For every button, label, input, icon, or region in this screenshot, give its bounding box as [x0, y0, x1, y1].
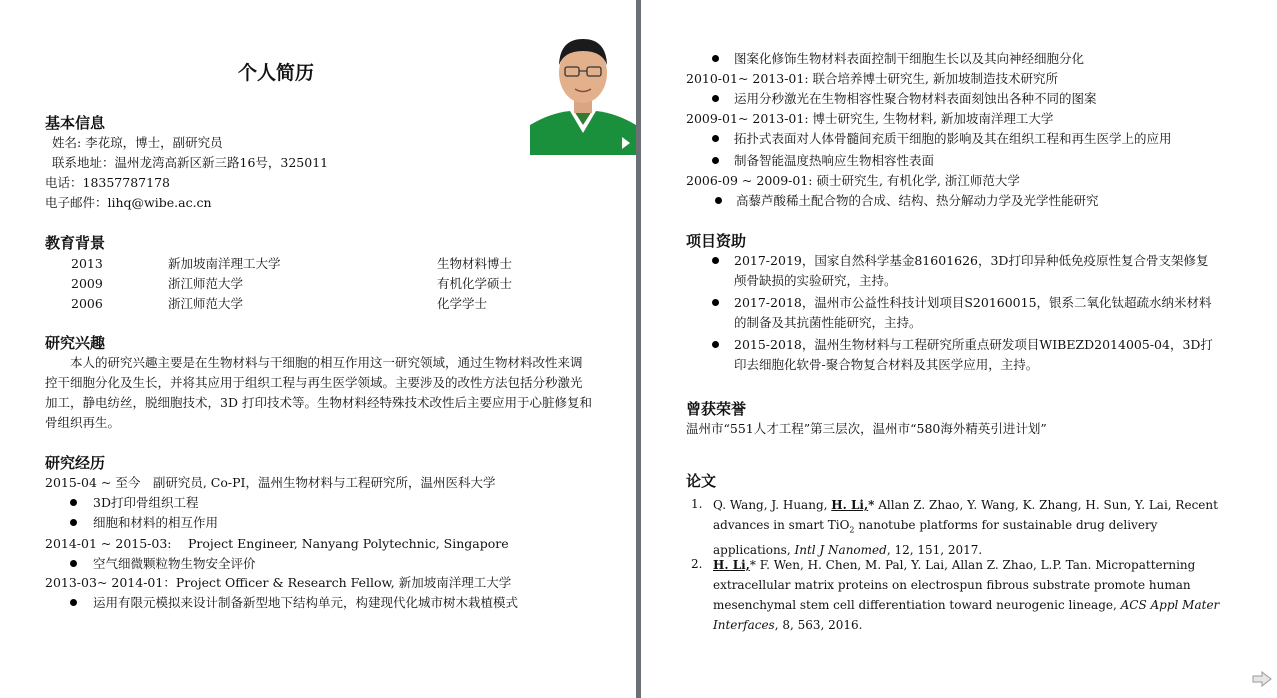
bullet-icon [712, 157, 719, 164]
experience-bullet: 图案化修饰生物材料表面控制干细胞生长以及其向神经细胞分化 [734, 51, 1085, 66]
basic-info-heading: 基本信息 [45, 114, 106, 132]
experience-heading: 研究经历 [45, 454, 106, 472]
experience-bullet: 高藜芦酸稀土配合物的合成、结构、热分解动力学及光学性能研究 [736, 193, 1099, 208]
left-page [0, 0, 636, 698]
edu-degree: 有机化学硕士 [437, 276, 513, 291]
funding-heading: 项目资助 [686, 232, 747, 250]
next-page-arrow-icon[interactable] [1251, 670, 1273, 688]
resume-title: 个人简历 [238, 62, 315, 84]
paper-authors: Q. Wang, J. Huang, [713, 498, 832, 512]
experience-entry: 2006-09 ~ 2009-01: 硕士研究生, 有机化学, 浙江师范大学 [686, 173, 1020, 188]
funding-item-cont: 颅骨缺损的实验研究，主持。 [734, 273, 897, 288]
edu-school: 浙江师范大学 [168, 276, 244, 291]
bullet-icon [712, 135, 719, 142]
edu-year: 2006 [71, 296, 103, 311]
paper-2 [713, 555, 1228, 635]
paper-number: 2. [691, 557, 703, 571]
funding-item-cont: 印去细胞化软骨-聚合物复合材料及其医学应用，主持。 [734, 357, 1039, 372]
corresponding-mark: * [868, 498, 875, 512]
phone-line: 电话：18357787178 [45, 175, 170, 190]
address-line: 联系地址：温州龙湾高新区新三路16号，325011 [52, 155, 329, 170]
paper-body: * F. Wen, H. Chen, M. Pal, Y. Lai, Allan Z. Zhao, L.P. Tan. Micropatterning extracellular matrix proteins on electrospun fibrous substrate promote human mesenchymal stem cell differentiation toward neurogenic lineage, [713, 558, 1196, 612]
bullet-icon [712, 341, 719, 348]
email-line: 电子邮件：lihq@wibe.ac.cn [45, 195, 212, 210]
honors-heading: 曾获荣誉 [686, 400, 747, 418]
paper-citation: , 8, 563, 2016. [774, 618, 863, 632]
experience-bullet: 空气细微颗粒物生物安全评价 [93, 556, 256, 571]
edu-year: 2009 [71, 276, 103, 291]
experience-entry: 2015-04 ~ 至今 副研究员, Co-PI，温州生物材料与工程研究所，温州医科大学 [45, 475, 496, 490]
experience-entry: 2009-01~ 2013-01: 博士研究生, 生物材料, 新加坡南洋理工大学 [686, 111, 1054, 126]
funding-item-cont: 的制备及其抗菌性能研究，主持。 [734, 315, 922, 330]
paper-body: Allan Z. Zhao, Y. Wang, K. Zhang, H. Sun, Y. Lai, Recent advances in smart TiO [713, 498, 1218, 532]
bullet-icon [70, 499, 77, 506]
interests-heading: 研究兴趣 [45, 334, 106, 352]
experience-entry: 2014-01 ~ 2015-03: Project Engineer, Nanyang Polytechnic, Singapore [45, 536, 509, 551]
edu-school: 浙江师范大学 [168, 296, 244, 311]
bullet-icon [712, 257, 719, 264]
experience-bullet: 运用分秒激光在生物相容性聚合物材料表面刻蚀出各种不同的图案 [734, 91, 1097, 106]
name-line: 姓名: 李花琼，博士，副研究员 [52, 135, 223, 150]
bullet-icon [712, 95, 719, 102]
edu-year: 2013 [71, 256, 103, 271]
paper-self-author: H. Li, [831, 498, 869, 512]
profile-photo [530, 25, 636, 155]
experience-bullet: 细胞和材料的相互作用 [93, 515, 219, 530]
experience-entry: 2010-01~ 2013-01: 联合培养博士研究生, 新加坡制造技术研究所 [686, 71, 1058, 86]
bullet-icon [70, 599, 77, 606]
experience-bullet: 运用有限元模拟来设计制备新型地下结构单元，构建现代化城市树木栽植模式 [93, 595, 519, 610]
bullet-icon [70, 519, 77, 526]
subscript: 2 [849, 525, 855, 535]
paper-citation: , 12, 151, 2017. [886, 543, 983, 558]
bullet-icon [70, 560, 77, 567]
right-page [641, 0, 1277, 698]
experience-entry: 2013-03~ 2014-01：Project Officer & Research Fellow, 新加坡南洋理工大学 [45, 575, 512, 590]
education-heading: 教育背景 [45, 234, 106, 252]
paper-self-author: H. Li, [713, 558, 750, 572]
papers-heading: 论文 [686, 472, 717, 490]
experience-bullet: 制备智能温度热响应生物相容性表面 [734, 153, 935, 168]
paper-journal: Intl J Nanomed [794, 543, 887, 558]
interests-paragraph: 本人的研究兴趣主要是在生物材料与干细胞的相互作用这一研究领域，通过生物材料改性来调控干细胞分化及生长，并将其应用于组织工程与再生医学领域。主要涉及的改性方法包括分秒激光加工，静电纺丝，脱细胞技术，3D 打印技术等。生物材料经特殊技术改性后主要应用于心脏修复和骨组织再生。 [45, 355, 592, 430]
experience-bullet: 3D打印骨组织工程 [93, 495, 199, 510]
edu-degree: 生物材料博士 [437, 256, 513, 271]
funding-item: 2017-2019，国家自然科学基金81601626，3D打印异种低免疫原性复合骨支架修复 [734, 253, 1209, 268]
paper-number: 1. [691, 497, 703, 511]
bullet-icon [712, 55, 719, 62]
paper-journal: ACS Appl Mater Interfaces [713, 598, 1220, 632]
honors-text: 温州市“551人才工程”第三层次，温州市“580海外精英引进计划” [686, 421, 1047, 436]
edu-school: 新加坡南洋理工大学 [168, 256, 281, 271]
bullet-icon [712, 299, 719, 306]
paper-body: nanotube platforms for sustainable drug delivery applications, [713, 518, 1158, 558]
experience-bullet: 拓扑式表面对人体骨髓间充质干细胞的影响及其在组织工程和再生医学上的应用 [734, 131, 1172, 146]
funding-item: 2015-2018，温州生物材料与工程研究所重点研发项目WIBEZD2014005-04，3D打 [734, 337, 1213, 352]
bullet-icon [715, 197, 722, 204]
paper-1 [713, 495, 1233, 560]
edu-degree: 化学学士 [437, 296, 488, 311]
funding-item: 2017-2018，温州市公益性科技计划项目S20160015，银系二氧化钛超疏水纳米材料 [734, 295, 1212, 310]
